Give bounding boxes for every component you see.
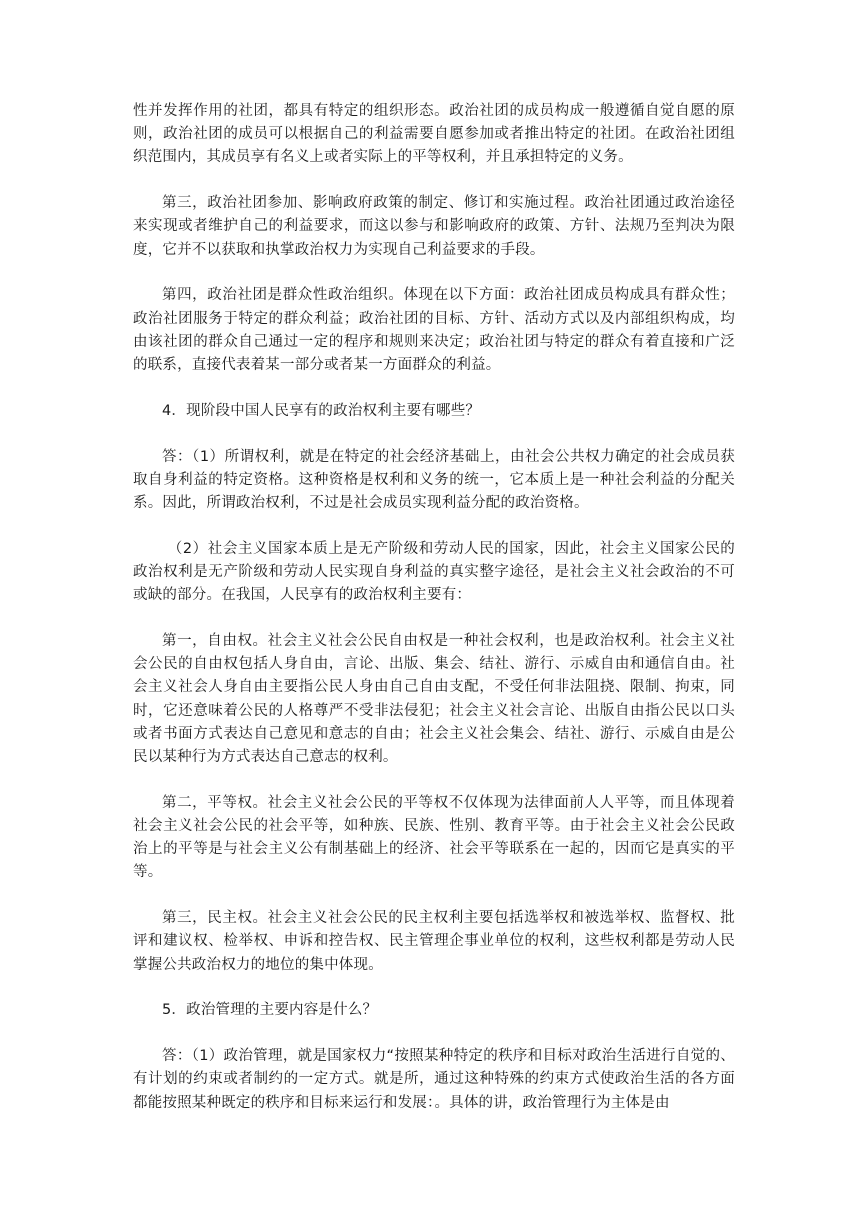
question-heading: 5．政治管理的主要内容是什么？ [162,1002,378,1019]
paragraph-text: 第三，民主权。社会主义社会公民的民主权利主要包括选举权和被选举权、监督权、批评和建议权、检举权、申诉和控告权、民主管理企事业单位的权利，这些权利都是劳动人民掌握公共政治权力的地位的集中体现。 [133,910,735,973]
paragraph-text: 第二，平等权。社会主义社会公民的平等权不仅体现为法律面前人人平等，而且体现着社会主义社会公民的社会平等，如种族、民族、性别、教育平等。由于社会主义社会公民政治上的平等是与社会主义公有制基础上的经济、社会平等联系在一起的，因而它是真实的平等。 [133,794,735,881]
question-heading: 4．现阶段中国人民享有的政治权利主要有哪些？ [162,402,481,419]
answer-paragraph: 答：（1）所谓权利，就是在特定的社会经济基础上，由社会公共权力确定的社会成员获取自身利益的特定资格。这种资格是权利和义务的统一，它本质上是一种社会利益的分配关系。因此，所谓政治权利，不过是社会成员实现利益分配的政治资格。 [133,448,735,512]
document-body [133,100,735,1115]
paragraph-text: 第三，政治社团参加、影响政府政策的制定、修订和实施过程。政治社团通过政治途径来实现或者维护自己的利益要求，而这以参与和影响政府的政策、方针、法规乃至判决为限度，它并不以获取和执掌政治权力为实现自己利益要求的手段。 [133,195,735,258]
paragraph-text: 第四，政治社团是群众性政治组织。体现在以下方面：政治社团成员构成具有群众性；政治社团服务于特定的群众利益；政治社团的目标、方针、活动方式以及内部组织构成，均由该社团的群众自己通过一定的程序和规则来决定；政治社团与特定的群众有着直接和广泛的联系，直接代表着某一部分或者某一方面群众的利益。 [133,287,735,374]
paragraph-text: 第一，自由权。社会主义社会公民自由权是一种社会权利，也是政治权利。社会主义社会公民的自由权包括人身自由，言论、出版、集会、结社、游行、示威自由和通信自由。社会主义社会人身自由主要指公民人身由自己自由支配，不受任何非法阻挠、限制、拘束，同时，它还意味着公民的人格尊严不受非法侵犯；社会主义社会言论、出版自由指公民以口头或者书面方式表达自己意见和意志的自由；社会主义社会集会、结社、游行、示威自由是公民以某种行为方式表达自己意志的权利。 [133,633,735,766]
answer-paragraph: （2）社会主义国家本质上是无产阶级和劳动人民的国家，因此，社会主义国家公民的政治权利是无产阶级和劳动人民实现自身利益的真实整字途径，是社会主义社会政治的不可或缺的部分。在我国，人民享有的政治权利主要有： [133,540,735,604]
answer-paragraph: 答：（1）政治管理，就是国家权力“按照某种特定的秩序和目标对政治生活进行自觉的、有计划的约束或者制约的一定方式。就是所，通过这种特殊的约束方式使政治生活的各方面都能按照某种既定的秩序和目标来运行和发展：。具体的讲，政治管理行为主体是由 [133,1048,735,1111]
paragraph-text: 性并发挥作用的社团，都具有特定的组织形态。政治社团的成员构成一般遵循自觉自愿的原则，政治社团的成员可以根据自己的利益需要自愿参加或者推出特定的社团。在政治社团组织范围内，其成员享有名义上或者实际上的平等权利，并且承担特定的义务。 [133,103,735,166]
